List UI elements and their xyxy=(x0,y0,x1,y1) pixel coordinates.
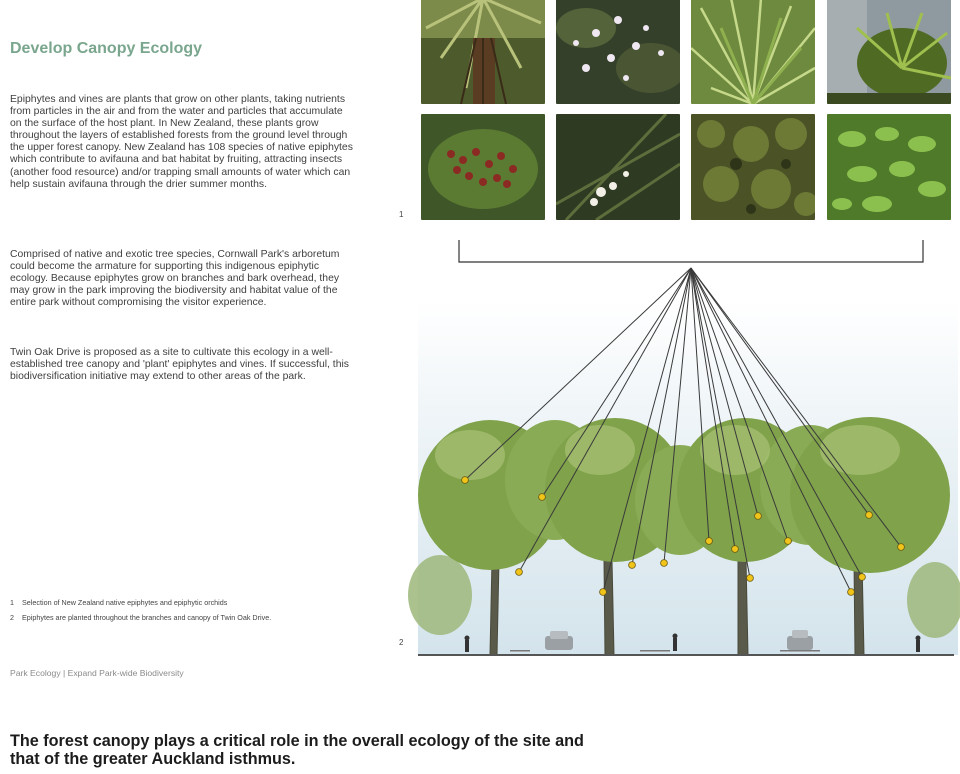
epiphyte-marker xyxy=(706,538,713,545)
note-text: Selection of New Zealand native epiphytes and epiphytic orchids xyxy=(22,598,228,607)
body-paragraph-2: Comprised of native and exotic tree species, Cornwall Park's arboretum could become the armature for supporting this indigenous epiphytic ecology. Because epiphytes grow on branches and bark overhead, they may grow in the park improving the biodiversity and habitat value of the entire park without compromising the visitor experience. xyxy=(10,249,340,309)
note-number: 1 xyxy=(10,598,14,607)
figure-label-2: 2 xyxy=(399,638,404,647)
epiphyte-marker xyxy=(600,589,607,596)
epiphyte-marker xyxy=(859,574,866,581)
epiphyte-marker xyxy=(848,589,855,596)
epiphyte-marker xyxy=(755,513,762,520)
note-number: 2 xyxy=(10,613,14,622)
epiphyte-marker xyxy=(785,538,792,545)
bracket xyxy=(459,240,923,262)
epiphyte-marker xyxy=(898,544,905,551)
epiphyte-marker xyxy=(747,575,754,582)
epiphyte-marker xyxy=(516,569,523,576)
epiphyte-marker xyxy=(661,560,668,567)
note-text: Epiphytes are planted throughout the branches and canopy of Twin Oak Drive. xyxy=(22,613,272,622)
page-heading: Develop Canopy Ecology xyxy=(10,40,203,57)
section-footer: Park Ecology | Expand Park-wide Biodiversity xyxy=(10,668,184,678)
tagline: The forest canopy plays a critical role in the overall ecology of the site and that of the greater Auckland isthmus. xyxy=(10,732,584,768)
epiphyte-marker xyxy=(732,546,739,553)
epiphyte-marker xyxy=(539,494,546,501)
epiphyte-marker xyxy=(629,562,636,569)
figure-label-1: 1 xyxy=(399,210,404,219)
body-paragraph-1: Epiphytes and vines are plants that grow on other plants, taking nutrients from particles in the air and from the water and particles that accumulate on the surface of the host plant. In New Zealand, these plants grow throughout the layers of established forests from the ground level through the upper forest canopy. New Zealand has 108 species of native epiphytes which contribute to avifauna and bat habitat by fruiting, attracting insects (another food resource) and/or trapping small amounts of water which can help sustain avifauna through the drier summer months. xyxy=(10,94,353,190)
epiphyte-marker xyxy=(462,477,469,484)
epiphyte-marker xyxy=(866,512,873,519)
body-paragraph-3: Twin Oak Drive is proposed as a site to cultivate this ecology in a well-established tree canopy and 'plant' epiphytes and vines. If successful, this biodiversification initiative may extend to other areas of the park. xyxy=(10,347,349,383)
road-line xyxy=(418,654,954,656)
